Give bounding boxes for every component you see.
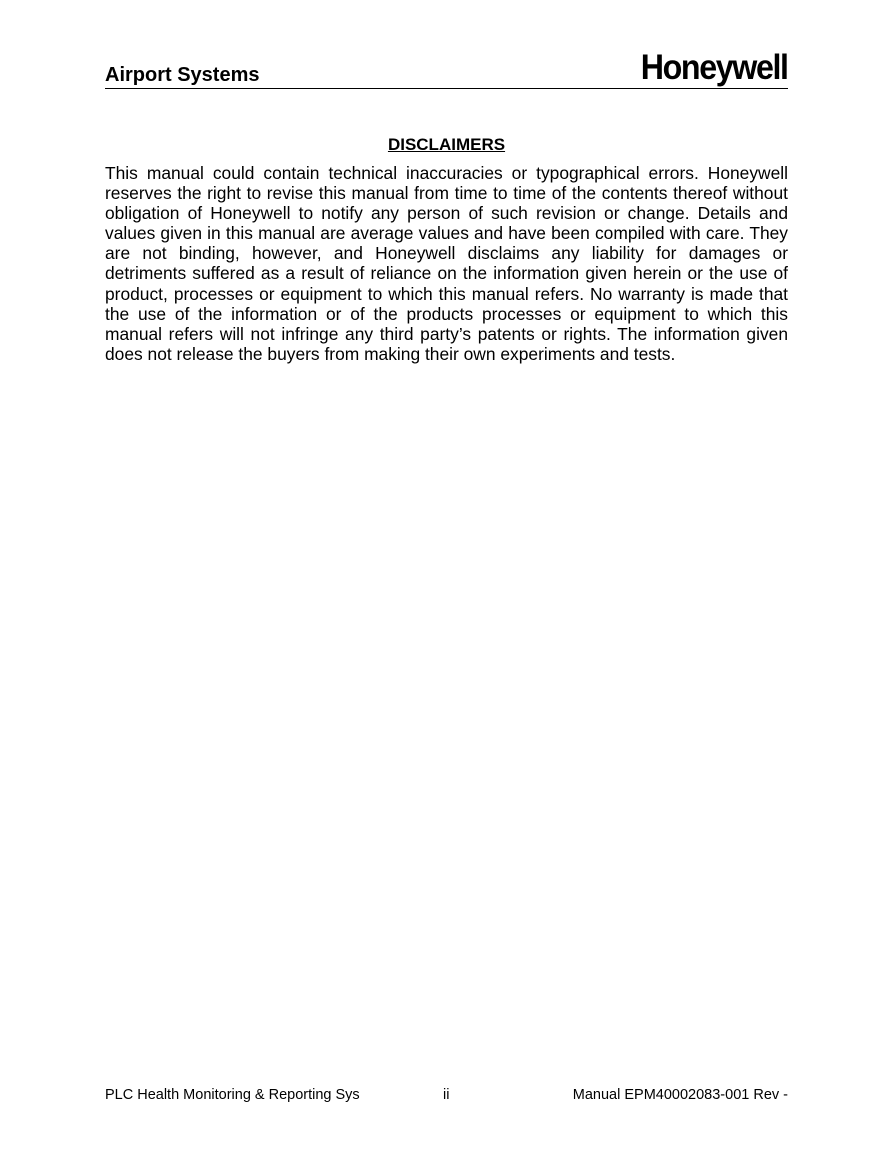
disclaimers-heading: DISCLAIMERS (387, 135, 506, 154)
page-footer (105, 1086, 788, 1106)
page-header (105, 50, 788, 89)
footer-page-number: ii (443, 1087, 450, 1103)
header-section-title: Airport Systems (105, 64, 260, 86)
footer-document-name: PLC Health Monitoring & Reporting Sys (105, 1087, 360, 1103)
footer-manual-id: Manual EPM40002083-001 Rev - (572, 1087, 788, 1103)
disclaimer-paragraph: This manual could contain technical inaccuracies or typographical errors. Honeywell reserves the right to revise this manual from time to time of the contents thereof without obligation of Honeywell to notify any person of such revision or change. Details and values given in this manual are average values and have been compiled with care. They are not binding, however, and Honeywell disclaims any liability for damages or detriments suffered as a result of reliance on the information given herein or the use of product, processes or equipment to which this manual refers. No warranty is made that the use of the information or of the products processes or equipment to which this manual refers will not infringe any third party’s patents or rights. The information given does not release the buyers from making their own experiments and tests. (105, 163, 788, 364)
honeywell-logo: Honeywell (641, 48, 788, 87)
